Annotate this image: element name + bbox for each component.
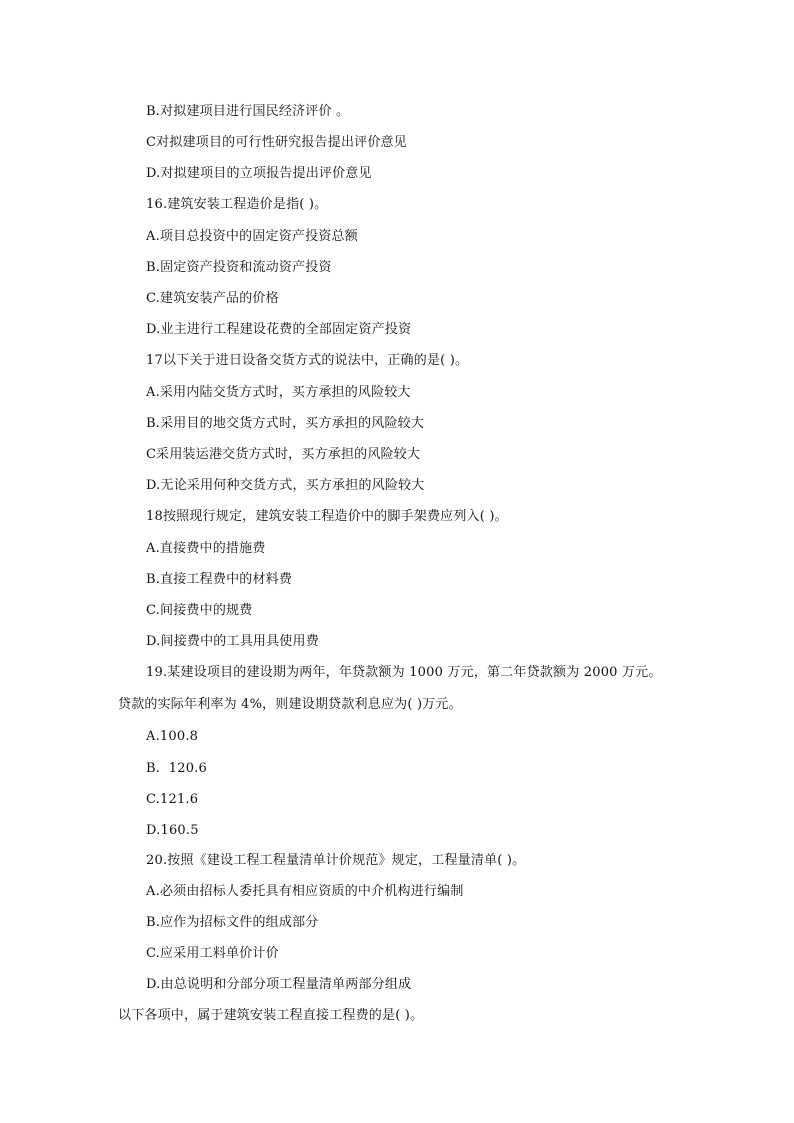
option-c-q17: C采用装运港交货方式时，买方承担的风险较大 xyxy=(146,447,421,462)
question-19-line-2: 贷款的实际年利率为 4%，则建设期贷款利息应为( )万元。 xyxy=(118,697,462,712)
option-a-q19: A.100.8 xyxy=(146,729,199,744)
question-21: 以下各项中，属于建筑安装工程直接工程费的是( )。 xyxy=(118,1008,424,1023)
option-d-q19: D.160.5 xyxy=(146,823,199,838)
option-b-q18: B.直接工程费中的材料费 xyxy=(146,572,293,587)
option-c-q18: C.间接费中的规费 xyxy=(146,603,253,618)
option-b-q20: B.应作为招标文件的组成部分 xyxy=(146,915,319,930)
question-20: 20.按照《建设工程工程量清单计价规范》规定，工程量清单( )。 xyxy=(146,853,526,868)
option-c-q15: C对拟建项目的可行性研究报告提出评价意见 xyxy=(146,135,407,150)
option-b-q16: B.固定资产投资和流动资产投资 xyxy=(146,260,332,275)
option-c-q19: C.121.6 xyxy=(146,792,199,807)
question-18: 18按照现行规定，建筑安装工程造价中的脚手架费应列入( )。 xyxy=(146,509,508,524)
option-d-q16: D.业主进行工程建设花费的全部固定资产投资 xyxy=(146,322,412,337)
option-d-q17: D.无论采用何种交货方式，买方承担的风险较大 xyxy=(146,478,425,493)
option-d-q20: D.由总说明和分部分项工程量清单两部分组成 xyxy=(146,977,412,992)
option-c-q20: C.应采用工料单价计价 xyxy=(146,946,279,961)
question-19-line-1: 19.某建设项目的建设期为两年，年贷款额为 1000 万元，第二年贷款额为 2000 万元。 xyxy=(146,665,662,680)
option-a-q17: A.采用内陆交货方式时，买方承担的风险较大 xyxy=(146,385,411,400)
question-17: 17以下关于进日设备交货方式的说法中，正确的是( )。 xyxy=(146,353,469,368)
option-a-q16: A.项目总投资中的固定资产投资总额 xyxy=(146,229,358,244)
option-b-q19: B. 120.6 xyxy=(146,761,207,776)
option-d-q18: D.间接费中的工具用具使用费 xyxy=(146,634,319,649)
option-b-q15: B.对拟建项目进行国民经济评价 。 xyxy=(146,104,350,119)
option-b-q17: B.采用目的地交货方式时，买方承担的风险较大 xyxy=(146,416,425,431)
option-a-q20: A.必须由招标人委托具有相应资质的中介机构进行编制 xyxy=(146,884,464,899)
question-16: 16.建筑安装工程造价是指( )。 xyxy=(146,197,328,212)
option-c-q16: C.建筑安装产品的价格 xyxy=(146,291,279,306)
option-d-q15: D.对拟建项目的立项报告提出评价意见 xyxy=(146,166,372,181)
option-a-q18: A.直接费中的措施费 xyxy=(146,541,266,556)
